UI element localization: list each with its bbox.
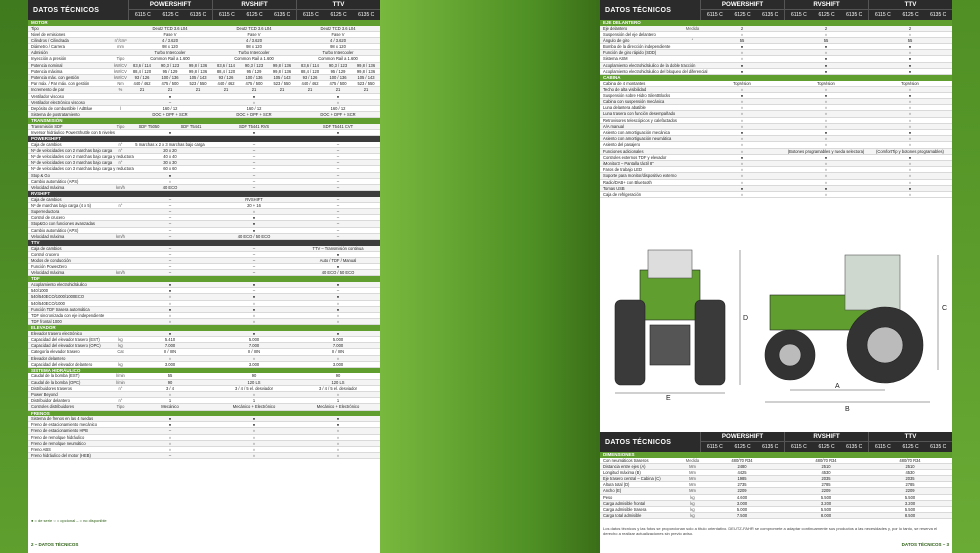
- table-row: Freno de remolque hidráulico ○ ○ ○: [28, 435, 380, 441]
- section-header: TRANSMISIÓN: [28, 118, 380, 124]
- table-row: Luna delantera abatible ○ ○ ○: [600, 105, 952, 111]
- table-row: Controles externos TDF y elevador ● ● ●: [600, 155, 952, 161]
- dim-label-e: E: [666, 395, 671, 402]
- table-row: Carga admisible trasera kg 5.000 5.500 5.500: [600, 507, 952, 513]
- table-row: Acoplamiento electrohidráulico ● ● ●: [28, 282, 380, 288]
- table-row: Peso kg 4.600 5.500 5.500: [600, 495, 952, 501]
- table-row: Ventilador viscoso ● ● ●: [28, 94, 380, 100]
- dim-label-c: C: [942, 305, 948, 312]
- section-header: POWERSHIFT: [28, 136, 380, 142]
- table-row: Ancho (E) Mm 2209 2209 2209: [600, 488, 952, 494]
- table-row: Techo de alta visibilidad ○ ○ ○: [600, 87, 952, 93]
- right-page: [600, 0, 952, 553]
- section-header: FRENOS: [28, 411, 380, 417]
- table-row: Capacidad del elevador delantero kg 3.000 3.000 3.000: [28, 362, 380, 368]
- table-row: Distribuidores traseros n° 3 / 4 3 / 4 / 5 el. desviador 3 / 4 / 5 el. desviador: [28, 386, 380, 392]
- table-row: 540/1000 ● – –: [28, 288, 380, 294]
- dim-label-b: B: [845, 406, 850, 413]
- table-row: Función TDF trasera automática ● ● ●: [28, 307, 380, 313]
- table-row: Caudal de la bomba (EST) l/min 55 90 90: [28, 373, 380, 379]
- table-row: Freno hidráulico del motor (HEB) – ○ ○: [28, 453, 380, 459]
- table-row: Cabina con suspensión mecánica ○ ○ ○: [600, 99, 952, 105]
- table-row: A/A manual ○ ○ ○: [600, 124, 952, 130]
- dimensions-table: DATOS TÉCNICOS POWERSHIFT 6115 C 6125 C 6135 C RVSHIFT 6115 C 6125 C 6135 C TTV 6115 C 6125 C 6135 C DIMENSIONES Con neumáticos traseros Medida 480/70 R34 480/70 R34 480/70 R34 Distancia entre ejes (A) Mm 2480 2510 2510 Longitud máxima (B) Mm 4425 4530 4530 Eje trasero central – Cabina (C) Mm 1985 2035 2035 Altura total (D) Mm 2735 2785 2785 Ancho (E) Mm 2209 2209 2209 Peso kg 4.600 5.500 5.500 Carga admisible frontal kg 3.000 3.200 3.200 Carga admisible trasera kg 5.000 5.500 5.500 Carga total admisible kg 7.500 8.000 8.500: [600, 432, 952, 519]
- table-row: Control crucero – – ●: [28, 252, 380, 258]
- table-row: Nº de velocidades con 2 marchas bajo carga n° 20 x 20 – –: [28, 148, 380, 154]
- table-row: Control de crucero – ● –: [28, 215, 380, 221]
- table-row: Potencia nominal kW/CV 83,6 / 114 90,3 / 123 99,8 / 136 83,6 / 114 90,3 / 123 99,8 / 136 83,6 / 114 90,3 / 123 99,8 / 136: [28, 63, 380, 69]
- table-row: Nº de marchas bajo carga (4 x 5) n° – 20 + 16 –: [28, 203, 380, 209]
- table-row: Inversor hidráulico PowerShuttle con 5 niveles ● ● ●: [28, 130, 380, 136]
- right-footer: DATOS TÉCNICOS – 3: [901, 542, 949, 547]
- table-row: Admisión Turbo Intercooler Turbo Intercooler Turbo Intercooler: [28, 50, 380, 56]
- right-table-header: DATOS TÉCNICOS POWERSHIFT 6115 C 6125 C 6135 C RVSHIFT 6115 C 6125 C 6135 C TTV 6115 C 6125 C 6135 C: [600, 0, 952, 20]
- table-row: Caja de cambios – – TTV – Transmisión continua: [28, 246, 380, 252]
- table-row: Inyección a presión Tipo Common Rail a 1.600 Common Rail a 1.600 Common Rail a 1.600: [28, 56, 380, 62]
- table-row: Capacidad del elevador trasero (EST) kg 5.410 5.000 5.000: [28, 337, 380, 343]
- table-row: Distribuidor delantero n° 1 1 1: [28, 398, 380, 404]
- table-row: Freno de remolque neumático ○ ○ ○: [28, 441, 380, 447]
- table-row: 540/540ECO/1000/1000ECO ○ ● ●: [28, 294, 380, 300]
- table-row: Acoplamiento electrohidráulico de la doble tracción ● ● ●: [600, 63, 952, 69]
- table-row: Caja de refrigeración ○ ○ ○: [600, 192, 952, 198]
- table-row: Par máx. / Par máx. con gestión Nm 440 / 462 475 / 500 523 / 550 440 / 462 475 / 500 523 / 550 440 / 462 475 / 500 523 / 550: [28, 81, 380, 87]
- table-row: Incremento de par % 21 21 21 21 21 21 21 21 21: [28, 87, 380, 93]
- table-row: Freno de estacionamiento mecánico ● ● ●: [28, 422, 380, 428]
- table-row: Radio/DAB+ con Bluetooth ○ ○ ○: [600, 180, 952, 186]
- table-row: Categoría elevador trasero Cat II / IIIN II / IIIN II / IIIN: [28, 349, 380, 355]
- right-margin-band: [952, 0, 980, 553]
- table-row: Carga total admisible kg 7.500 8.000 8.500: [600, 513, 952, 519]
- section-header: MOTOR: [28, 20, 380, 26]
- right-spec-table: [600, 20, 952, 198]
- dim-label-d: D: [743, 315, 749, 322]
- table-row: TDF frontal 1000 ○ ○ ○: [28, 319, 380, 325]
- group-powershift: POWERSHIFT 6115 C 6125 C 6135 C: [128, 0, 212, 20]
- table-row: Ángulo de giro ° 55 55 55: [600, 38, 952, 44]
- table-row: Velocidad máxima km/h – 40 ECO / 50 ECO –: [28, 234, 380, 240]
- table-row: Retrovisores telescópicos y calefactados ○ ○ ○: [600, 118, 952, 124]
- table-row: 540/540ECO/1000 ○ ○ ○: [28, 301, 380, 307]
- table-row: Luna trasera con función desempañado ○ ○ ○: [600, 111, 952, 117]
- table-row: Asiento del pasajero ○ ○ ○: [600, 142, 952, 148]
- table-row: Sistema de postratamiento DOC + DPF + SCR DOC + DPF + SCR DOC + DPF + SCR: [28, 112, 380, 118]
- table-row: Cilindros / Cilindrada n°/cm³ 4 / 3.620 4 / 3.620 4 / 3.620: [28, 38, 380, 44]
- table-row: Tomas USB ● ● ●: [600, 186, 952, 192]
- table-row: Suspensión del eje delantero ○ ○ ○: [600, 32, 952, 38]
- left-table-header: [28, 0, 380, 20]
- dim-label-a: A: [835, 383, 840, 390]
- table-row: Suspensión sobre Hidro SilentBlocks ● ● ●: [600, 93, 952, 99]
- table-row: iMonitor3 – Pantalla táctil 8" ○ ○ ○: [600, 161, 952, 167]
- left-margin-band: [0, 0, 28, 553]
- table-row: Funciones adicionales ○ (Botones programables y rueda selectora) (ComfortTip y botones programables): [600, 149, 952, 155]
- section-header: TDF: [28, 276, 380, 282]
- table-row: Asiento con amortiguación neumática ○ ○ ○: [600, 136, 952, 142]
- left-page-title: DATOS TÉCNICOS: [33, 6, 100, 14]
- table-row: Caja de cambios n° 5 marchas x 2 x 3 marchas bajo carga – –: [28, 142, 380, 148]
- center-gutter-band: [380, 0, 600, 553]
- table-row: Depósito de combustible / AdBlue l 160 / 12 160 / 12 160 / 12: [28, 106, 380, 112]
- table-row: Stop&Go con funciones avanzadas – ● –: [28, 221, 380, 227]
- table-row: Carga admisible frontal kg 3.000 3.200 3.200: [600, 501, 952, 507]
- table-row: Bomba de la dirección independiente ● ● ●: [600, 44, 952, 50]
- left-footer: 2 – DATOS TÉCNICOS: [31, 542, 79, 547]
- table-row: Caja de cambios – RVSHIFT –: [28, 197, 380, 203]
- left-page: [28, 0, 380, 553]
- table-row: Capacidad del elevador trasero (OPC) kg 7.000 7.000 7.000: [28, 343, 380, 349]
- table-row: Elevador delantero ○ ○ ○: [28, 356, 380, 362]
- table-row: Altura total (D) Mm 2735 2785 2785: [600, 482, 952, 488]
- table-row: Asiento con amortiguación mecánica ● ● ●: [600, 130, 952, 136]
- table-row: Distancia entre ejes (A) Mm 2480 2510 2510: [600, 464, 952, 470]
- table-row: Sistema ASM ○ ● ●: [600, 56, 952, 62]
- section-header: EJE DELANTERO: [600, 20, 952, 26]
- table-row: Cambio automático (APS) – ● –: [28, 228, 380, 234]
- table-row: Potencia máx. con gestión kW/CV 93 / 126 100 / 136 105 / 143 93 / 126 100 / 136 105 / 143 93 / 126 100 / 136 105 / 143: [28, 75, 380, 81]
- section-header: RVSHIFT: [28, 191, 380, 197]
- section-header: SISTEMA HIDRÁULICO: [28, 368, 380, 374]
- table-row: Nivel de emisiones Fase V Fase V Fase V: [28, 32, 380, 38]
- table-row: Función PowerZero – – ●: [28, 264, 380, 270]
- disclaimer-note: Los datos técnicos y las fotos se proporcionan solo a título orientativo. DEUTZ-FAHR se compromete a adaptar continuamente sus productos a las necesidades y, por lo tanto, se reserva el derecho a realizar actualizaciones sin previo aviso.: [603, 526, 938, 536]
- table-row: Elevador trasero electrónico ● ● ●: [28, 331, 380, 337]
- table-row: Eje delantero Medida 2 2 2: [600, 26, 952, 32]
- table-row: Velocidad máxima km/h 40 ECO – –: [28, 185, 380, 191]
- table-row: Ventilador electrónico viscoso – ○ ○: [28, 100, 380, 106]
- legend: ● = de serie ○ = opcional – = no disponible: [31, 518, 107, 523]
- table-row: Freno ABS ○ ○ ○: [28, 447, 380, 453]
- table-row: Acoplamiento electrohidráulico del bloqueo del diferencial ● ● ●: [600, 69, 952, 75]
- table-row: Diámetro / Carrera mm 98 x 120 98 x 120 98 x 120: [28, 44, 380, 50]
- table-row: Potencia máxima kW/CV 88,4 / 120 95 / 129 99,8 / 136 88,4 / 120 95 / 129 99,8 / 136 88,4 / 120 95 / 129 99,8 / 136: [28, 69, 380, 75]
- table-row: Modos de conducción – – Auto / TDF / Manual: [28, 258, 380, 264]
- table-row: Cabina de 4 montantes TopVision TopVision TopVision: [600, 81, 952, 87]
- table-row: Con neumáticos traseros Medida 480/70 R34 480/70 R34 480/70 R34: [600, 458, 952, 464]
- table-row: Cambio automático (APS) ○ – –: [28, 179, 380, 185]
- group-rvshift: RVSHIFT 6115 C 6125 C 6135 C: [212, 0, 296, 20]
- side-view-tractor: [765, 255, 923, 383]
- table-row: Stop & Go ● – –: [28, 173, 380, 179]
- table-row: Nº de velocidades con 3 marchas bajo carga y reductora 60 x 60 – –: [28, 166, 380, 172]
- table-row: TDF sincronizada con eje independiente ○ ○ ○: [28, 313, 380, 319]
- left-spec-table: [28, 20, 380, 459]
- table-row: Transmisión SDF Tipo SDF T5050 SDF T5441 SDF T5441 RVS SDF T5441 CVT: [28, 124, 380, 130]
- tractor-dimension-drawing: [600, 230, 952, 420]
- section-header: CABINA: [600, 75, 952, 81]
- table-row: Freno de estacionamiento HPB – ○ ○: [28, 428, 380, 434]
- table-row: Nº de velocidades con 3 marchas bajo carga n° 30 x 30 – –: [28, 160, 380, 166]
- section-header: TTV: [28, 240, 380, 246]
- table-row: Controles distribuidores Tipo Mecánico Mecánico + Electrónico Mecánico + Electrónico: [28, 404, 380, 410]
- table-row: Nº de velocidades con 2 marchas bajo carga y reductora 40 x 40 – –: [28, 154, 380, 160]
- table-row: Eje trasero central – Cabina (C) Mm 1985 2035 2035: [600, 476, 952, 482]
- section-header: ELEVADOR: [28, 325, 380, 331]
- table-row: Superreductora – ○ –: [28, 209, 380, 215]
- table-row: Velocidad máxima km/h – – 40 ECO / 50 ECO: [28, 270, 380, 276]
- table-row: Sistema de frenos en las 4 ruedas ● ● ●: [28, 416, 380, 422]
- table-row: Longitud máxima (B) Mm 4425 4530 4530: [600, 470, 952, 476]
- right-page-title: DATOS TÉCNICOS: [605, 6, 672, 14]
- front-view-tractor: [615, 250, 725, 385]
- table-row: Faros de trabajo LED ○ ○ ○: [600, 167, 952, 173]
- group-ttv: TTV 6115 C 6125 C 6135 C: [296, 0, 380, 20]
- table-row: Power Beyond ○ ○ ○: [28, 392, 380, 398]
- table-row: Caudal de la bomba (OPC) l/min 90 120 LS 120 LS: [28, 380, 380, 386]
- table-row: Tipo Deutz TCD 3.6 L04 Deutz TCD 3.6 L04 Deutz TCD 3.6 L04: [28, 26, 380, 32]
- table-row: Soporte para monitor/dispositivo externo ○ ○ ○: [600, 173, 952, 179]
- table-row: Función de giro rápido (SDD) ○ ○ ○: [600, 50, 952, 56]
